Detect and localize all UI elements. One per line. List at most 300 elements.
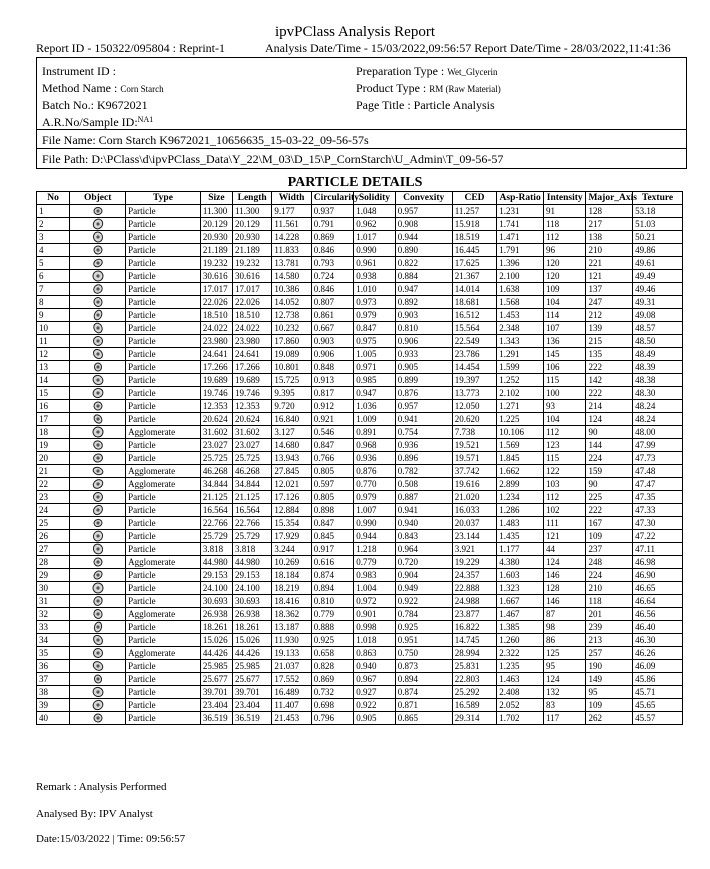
particle-thumbnail bbox=[70, 699, 126, 712]
table-cell: 23.786 bbox=[452, 348, 497, 361]
table-cell: 40 bbox=[37, 712, 70, 725]
table-cell: Particle bbox=[126, 374, 201, 387]
particle-thumbnail bbox=[70, 322, 126, 335]
table-cell: 0.921 bbox=[311, 413, 354, 426]
table-cell: 90 bbox=[586, 426, 633, 439]
table-cell: 1.471 bbox=[497, 231, 544, 244]
table-cell: 106 bbox=[543, 361, 586, 374]
particle-thumbnail-icon bbox=[92, 556, 104, 568]
table-cell: 0.846 bbox=[311, 244, 354, 257]
table-cell: 0.979 bbox=[354, 309, 395, 322]
table-cell: 9.395 bbox=[272, 387, 311, 400]
table-cell: 0.884 bbox=[395, 270, 452, 283]
table-cell: 3 bbox=[37, 231, 70, 244]
particle-thumbnail bbox=[70, 491, 126, 504]
table-cell: 0.947 bbox=[395, 283, 452, 296]
table-cell: 0.903 bbox=[311, 335, 354, 348]
table-cell: 19.616 bbox=[452, 478, 497, 491]
table-cell: 137 bbox=[586, 283, 633, 296]
table-cell: 0.876 bbox=[395, 387, 452, 400]
table-cell: 26.938 bbox=[200, 608, 232, 621]
table-cell: 16.445 bbox=[452, 244, 497, 257]
table-cell: 0.750 bbox=[395, 647, 452, 660]
table-cell: 12.353 bbox=[200, 400, 232, 413]
analysed-by: Analysed By: IPV Analyst bbox=[36, 808, 153, 820]
table-cell: 0.807 bbox=[311, 296, 354, 309]
table-cell: 35 bbox=[37, 647, 70, 660]
table-cell: 48.24 bbox=[633, 400, 683, 413]
table-row bbox=[37, 478, 683, 491]
table-cell: 91 bbox=[543, 205, 586, 218]
table-cell: 20 bbox=[37, 452, 70, 465]
table-cell: 103 bbox=[543, 478, 586, 491]
table-cell: 0.949 bbox=[395, 582, 452, 595]
table-cell: 15 bbox=[37, 387, 70, 400]
table-cell: 23.980 bbox=[232, 335, 271, 348]
column-header: Asp-Ratio bbox=[497, 192, 544, 205]
table-cell: 44.426 bbox=[232, 647, 271, 660]
table-cell: 21.189 bbox=[232, 244, 271, 257]
table-cell: 17 bbox=[37, 413, 70, 426]
table-cell: 12.021 bbox=[272, 478, 311, 491]
table-cell: Particle bbox=[126, 231, 201, 244]
table-cell: 1.453 bbox=[497, 309, 544, 322]
table-cell: 1.252 bbox=[497, 374, 544, 387]
particle-thumbnail bbox=[70, 608, 126, 621]
table-cell: 128 bbox=[586, 205, 633, 218]
table-cell: 22.026 bbox=[232, 296, 271, 309]
particle-details-table bbox=[36, 191, 683, 725]
report-id: Report ID - 150322/095804 : Reprint-1 bbox=[36, 41, 225, 55]
table-cell: 0.912 bbox=[311, 400, 354, 413]
table-cell: 0.894 bbox=[395, 673, 452, 686]
report-date-time: Date:15/03/2022 | Time: 09:56:57 bbox=[36, 833, 186, 845]
table-cell: 95 bbox=[586, 686, 633, 699]
table-cell: 21.020 bbox=[452, 491, 497, 504]
particle-thumbnail bbox=[70, 582, 126, 595]
particle-thumbnail bbox=[70, 439, 126, 452]
table-row bbox=[37, 595, 683, 608]
table-cell: 23.144 bbox=[452, 530, 497, 543]
table-cell: 10 bbox=[37, 322, 70, 335]
table-cell: 19.397 bbox=[452, 374, 497, 387]
table-cell: 0.805 bbox=[311, 465, 354, 478]
table-cell: 96 bbox=[543, 244, 586, 257]
table-row bbox=[37, 296, 683, 309]
table-cell: 33 bbox=[37, 621, 70, 634]
table-cell: 9.177 bbox=[272, 205, 311, 218]
table-cell: 47.33 bbox=[633, 504, 683, 517]
table-row bbox=[37, 504, 683, 517]
table-cell: 2.348 bbox=[497, 322, 544, 335]
table-cell: 145 bbox=[543, 348, 586, 361]
table-cell: 23.404 bbox=[232, 699, 271, 712]
table-cell: Particle bbox=[126, 660, 201, 673]
table-cell: 0.922 bbox=[354, 699, 395, 712]
table-cell: 16.564 bbox=[200, 504, 232, 517]
table-cell: 23.404 bbox=[200, 699, 232, 712]
table-cell: 2 bbox=[37, 218, 70, 231]
file-name: File Name: Corn Starch K9672021_10656635_15-03-22_09-56-57s bbox=[42, 133, 369, 147]
table-cell: 49.86 bbox=[633, 244, 683, 257]
particle-thumbnail bbox=[70, 530, 126, 543]
table-cell: 11.407 bbox=[272, 699, 311, 712]
particle-thumbnail-icon bbox=[92, 543, 104, 555]
table-row bbox=[37, 621, 683, 634]
table-cell: 1.231 bbox=[497, 205, 544, 218]
table-cell: 16.489 bbox=[272, 686, 311, 699]
table-cell: 15.354 bbox=[272, 517, 311, 530]
particle-thumbnail bbox=[70, 283, 126, 296]
table-row bbox=[37, 244, 683, 257]
table-cell: 14.052 bbox=[272, 296, 311, 309]
table-row bbox=[37, 270, 683, 283]
table-cell: 46.90 bbox=[633, 569, 683, 582]
particle-thumbnail-icon bbox=[92, 205, 104, 217]
table-cell: 17.929 bbox=[272, 530, 311, 543]
table-cell: 24.357 bbox=[452, 569, 497, 582]
particle-thumbnail bbox=[70, 309, 126, 322]
table-cell: 0.968 bbox=[354, 439, 395, 452]
table-cell: 15.026 bbox=[232, 634, 271, 647]
table-cell: 46.30 bbox=[633, 634, 683, 647]
table-cell: Particle bbox=[126, 244, 201, 257]
table-cell: 0.944 bbox=[395, 231, 452, 244]
table-cell: 44.426 bbox=[200, 647, 232, 660]
table-cell: 39 bbox=[37, 699, 70, 712]
table-cell: 47.30 bbox=[633, 517, 683, 530]
table-cell: 190 bbox=[586, 660, 633, 673]
table-cell: 2.322 bbox=[497, 647, 544, 660]
table-cell: 17.017 bbox=[232, 283, 271, 296]
table-cell: 112 bbox=[543, 491, 586, 504]
table-row bbox=[37, 283, 683, 296]
table-cell: Particle bbox=[126, 283, 201, 296]
table-cell: 36 bbox=[37, 660, 70, 673]
table-cell: 17.017 bbox=[200, 283, 232, 296]
table-cell: Particle bbox=[126, 504, 201, 517]
table-cell: 222 bbox=[586, 387, 633, 400]
particle-thumbnail bbox=[70, 452, 126, 465]
preparation-type-label: Preparation Type : bbox=[356, 64, 445, 78]
particle-thumbnail-icon bbox=[92, 647, 104, 659]
table-cell: 215 bbox=[586, 335, 633, 348]
particle-thumbnail bbox=[70, 257, 126, 270]
particle-thumbnail-icon bbox=[92, 309, 104, 321]
table-cell: 0.891 bbox=[354, 426, 395, 439]
table-cell: Particle bbox=[126, 569, 201, 582]
table-cell: Particle bbox=[126, 335, 201, 348]
table-row bbox=[37, 257, 683, 270]
table-cell: 0.828 bbox=[311, 660, 354, 673]
divider bbox=[37, 148, 686, 149]
table-cell: 95 bbox=[543, 660, 586, 673]
table-cell: 90 bbox=[586, 478, 633, 491]
table-cell: 10.801 bbox=[272, 361, 311, 374]
particle-thumbnail-icon bbox=[92, 478, 104, 490]
table-cell: Agglomerate bbox=[126, 608, 201, 621]
table-cell: 3.818 bbox=[200, 543, 232, 556]
table-cell: 10.106 bbox=[497, 426, 544, 439]
table-cell: 7.738 bbox=[452, 426, 497, 439]
table-cell: 1.662 bbox=[497, 465, 544, 478]
column-header: Object bbox=[70, 192, 126, 205]
table-cell: 46.64 bbox=[633, 595, 683, 608]
particle-thumbnail-icon bbox=[92, 400, 104, 412]
table-cell: 26 bbox=[37, 530, 70, 543]
table-cell: Particle bbox=[126, 218, 201, 231]
table-cell: 11.930 bbox=[272, 634, 311, 647]
instrument-id: Instrument ID : bbox=[42, 64, 116, 78]
table-cell: 0.871 bbox=[395, 699, 452, 712]
table-cell: 3.921 bbox=[452, 543, 497, 556]
table-cell: 167 bbox=[586, 517, 633, 530]
table-cell: 0.667 bbox=[311, 322, 354, 335]
table-cell: 0.848 bbox=[311, 361, 354, 374]
table-cell: 30.616 bbox=[232, 270, 271, 283]
table-cell: 0.894 bbox=[311, 582, 354, 595]
table-cell: 159 bbox=[586, 465, 633, 478]
table-cell: 9.720 bbox=[272, 400, 311, 413]
table-row bbox=[37, 452, 683, 465]
table-cell: 0.887 bbox=[395, 491, 452, 504]
table-cell: 48.00 bbox=[633, 426, 683, 439]
table-cell: 257 bbox=[586, 647, 633, 660]
table-cell: 47.99 bbox=[633, 439, 683, 452]
table-cell: 0.698 bbox=[311, 699, 354, 712]
table-cell: 49.46 bbox=[633, 283, 683, 296]
table-cell: 0.937 bbox=[311, 205, 354, 218]
table-cell: 47.22 bbox=[633, 530, 683, 543]
particle-thumbnail-icon bbox=[92, 283, 104, 295]
table-cell: 0.720 bbox=[395, 556, 452, 569]
particle-thumbnail-icon bbox=[92, 491, 104, 503]
column-header: No bbox=[37, 192, 70, 205]
table-cell: 262 bbox=[586, 712, 633, 725]
particle-thumbnail-icon bbox=[92, 686, 104, 698]
table-cell: 0.863 bbox=[354, 647, 395, 660]
table-cell: 1.638 bbox=[497, 283, 544, 296]
table-cell: 213 bbox=[586, 634, 633, 647]
table-cell: 16.512 bbox=[452, 309, 497, 322]
table-cell: 46.40 bbox=[633, 621, 683, 634]
particle-thumbnail bbox=[70, 634, 126, 647]
table-cell: 98 bbox=[543, 621, 586, 634]
particle-thumbnail-icon bbox=[92, 452, 104, 464]
table-cell: 30.693 bbox=[232, 595, 271, 608]
table-cell: 2.899 bbox=[497, 478, 544, 491]
particle-thumbnail bbox=[70, 361, 126, 374]
table-cell: 0.898 bbox=[311, 504, 354, 517]
table-cell: 48.57 bbox=[633, 322, 683, 335]
table-cell: 22.803 bbox=[452, 673, 497, 686]
table-cell: 39.701 bbox=[200, 686, 232, 699]
table-cell: 0.732 bbox=[311, 686, 354, 699]
table-cell: 47.47 bbox=[633, 478, 683, 491]
instrument-info-box bbox=[36, 57, 687, 169]
table-cell: 17.860 bbox=[272, 335, 311, 348]
product-type bbox=[356, 81, 501, 96]
table-row bbox=[37, 712, 683, 725]
table-cell: Particle bbox=[126, 413, 201, 426]
table-cell: 0.985 bbox=[354, 374, 395, 387]
table-cell: 24.100 bbox=[200, 582, 232, 595]
table-cell: 222 bbox=[586, 361, 633, 374]
table-cell: Particle bbox=[126, 400, 201, 413]
table-cell: 1.009 bbox=[354, 413, 395, 426]
table-cell: 120 bbox=[543, 257, 586, 270]
table-cell: 3.818 bbox=[232, 543, 271, 556]
table-cell: 138 bbox=[586, 231, 633, 244]
table-cell: 124 bbox=[543, 556, 586, 569]
table-cell: 22.766 bbox=[232, 517, 271, 530]
table-cell: 16.033 bbox=[452, 504, 497, 517]
table-cell: 11.300 bbox=[232, 205, 271, 218]
table-cell: 1.702 bbox=[497, 712, 544, 725]
table-cell: 3.127 bbox=[272, 426, 311, 439]
table-cell: 0.779 bbox=[354, 556, 395, 569]
table-cell: 13.781 bbox=[272, 257, 311, 270]
table-cell: 0.896 bbox=[395, 452, 452, 465]
table-cell: 1.048 bbox=[354, 205, 395, 218]
table-row bbox=[37, 348, 683, 361]
table-cell: 0.908 bbox=[395, 218, 452, 231]
table-cell: 48.49 bbox=[633, 348, 683, 361]
table-cell: Particle bbox=[126, 491, 201, 504]
table-cell: 0.546 bbox=[311, 426, 354, 439]
table-cell: 45.86 bbox=[633, 673, 683, 686]
table-cell: 118 bbox=[543, 218, 586, 231]
table-cell: 18.184 bbox=[272, 569, 311, 582]
particle-details-heading: PARTICLE DETAILS bbox=[287, 175, 423, 190]
table-cell: 18.362 bbox=[272, 608, 311, 621]
particle-thumbnail-icon bbox=[92, 595, 104, 607]
table-cell: 1.569 bbox=[497, 439, 544, 452]
particle-thumbnail bbox=[70, 270, 126, 283]
page-title: Page Title : Particle Analysis bbox=[356, 98, 495, 112]
table-cell: 46.09 bbox=[633, 660, 683, 673]
table-cell: 5 bbox=[37, 257, 70, 270]
table-cell: 34.844 bbox=[200, 478, 232, 491]
table-cell: 0.905 bbox=[395, 361, 452, 374]
table-cell: Particle bbox=[126, 712, 201, 725]
table-cell: 27.845 bbox=[272, 465, 311, 478]
particle-thumbnail bbox=[70, 660, 126, 673]
table-cell: 13.187 bbox=[272, 621, 311, 634]
table-cell: 19.746 bbox=[232, 387, 271, 400]
table-cell: 225 bbox=[586, 491, 633, 504]
table-cell: 0.927 bbox=[354, 686, 395, 699]
table-cell: 0.972 bbox=[354, 595, 395, 608]
table-cell: 31.602 bbox=[200, 426, 232, 439]
table-row bbox=[37, 413, 683, 426]
table-row bbox=[37, 491, 683, 504]
table-cell: 0.847 bbox=[354, 322, 395, 335]
table-cell: 48.38 bbox=[633, 374, 683, 387]
table-cell: 0.961 bbox=[354, 257, 395, 270]
table-row bbox=[37, 634, 683, 647]
table-cell: 17.266 bbox=[232, 361, 271, 374]
table-cell: 0.979 bbox=[354, 491, 395, 504]
table-cell: Particle bbox=[126, 322, 201, 335]
table-cell: 1.463 bbox=[497, 673, 544, 686]
column-header: Solidity bbox=[354, 192, 395, 205]
table-cell: 11.833 bbox=[272, 244, 311, 257]
particle-thumbnail bbox=[70, 686, 126, 699]
table-row bbox=[37, 647, 683, 660]
method-name-label: Method Name : bbox=[42, 81, 118, 95]
table-cell: 17.126 bbox=[272, 491, 311, 504]
particle-thumbnail-icon bbox=[92, 335, 104, 347]
table-cell: 210 bbox=[586, 244, 633, 257]
table-cell: 86 bbox=[543, 634, 586, 647]
table-cell: 23 bbox=[37, 491, 70, 504]
table-cell: 0.925 bbox=[311, 634, 354, 647]
table-cell: 1.603 bbox=[497, 569, 544, 582]
table-cell: 25.725 bbox=[232, 452, 271, 465]
table-cell: 0.865 bbox=[395, 712, 452, 725]
table-cell: 1.177 bbox=[497, 543, 544, 556]
table-cell: 13 bbox=[37, 361, 70, 374]
table-cell: 20.624 bbox=[232, 413, 271, 426]
table-cell: Particle bbox=[126, 257, 201, 270]
particle-thumbnail-icon bbox=[92, 465, 104, 477]
column-header: Length bbox=[232, 192, 271, 205]
table-cell: 17.625 bbox=[452, 257, 497, 270]
particle-thumbnail-icon bbox=[92, 231, 104, 243]
particle-thumbnail-icon bbox=[92, 322, 104, 334]
table-cell: 0.944 bbox=[354, 530, 395, 543]
table-cell: 118 bbox=[586, 595, 633, 608]
table-cell: 18.519 bbox=[452, 231, 497, 244]
table-cell: 224 bbox=[586, 569, 633, 582]
table-cell: 4 bbox=[37, 244, 70, 257]
table-cell: 12.884 bbox=[272, 504, 311, 517]
table-cell: 1.291 bbox=[497, 348, 544, 361]
table-cell: 15.026 bbox=[200, 634, 232, 647]
remark: Remark : Analysis Performed bbox=[36, 781, 167, 793]
table-cell: 9 bbox=[37, 309, 70, 322]
table-cell: 15.564 bbox=[452, 322, 497, 335]
table-cell: 21.037 bbox=[272, 660, 311, 673]
table-row bbox=[37, 361, 683, 374]
table-cell: 49.08 bbox=[633, 309, 683, 322]
table-cell: 1.286 bbox=[497, 504, 544, 517]
table-cell: 14.580 bbox=[272, 270, 311, 283]
table-cell: 123 bbox=[543, 439, 586, 452]
table-cell: 146 bbox=[543, 595, 586, 608]
table-cell: 224 bbox=[586, 452, 633, 465]
table-cell: 14.454 bbox=[452, 361, 497, 374]
table-cell: 22.026 bbox=[200, 296, 232, 309]
table-cell: 16 bbox=[37, 400, 70, 413]
preparation-type bbox=[356, 64, 498, 79]
table-cell: 104 bbox=[543, 413, 586, 426]
table-cell: 0.899 bbox=[395, 374, 452, 387]
table-cell: 0.998 bbox=[354, 621, 395, 634]
table-cell: 0.951 bbox=[395, 634, 452, 647]
table-cell: 1.005 bbox=[354, 348, 395, 361]
particle-thumbnail bbox=[70, 673, 126, 686]
table-cell: 247 bbox=[586, 296, 633, 309]
table-cell: 102 bbox=[543, 504, 586, 517]
particle-thumbnail bbox=[70, 374, 126, 387]
table-cell: 19.232 bbox=[232, 257, 271, 270]
table-cell: 19.229 bbox=[452, 556, 497, 569]
table-cell: 46.65 bbox=[633, 582, 683, 595]
table-cell: 1.235 bbox=[497, 660, 544, 673]
table-cell: 0.990 bbox=[354, 244, 395, 257]
